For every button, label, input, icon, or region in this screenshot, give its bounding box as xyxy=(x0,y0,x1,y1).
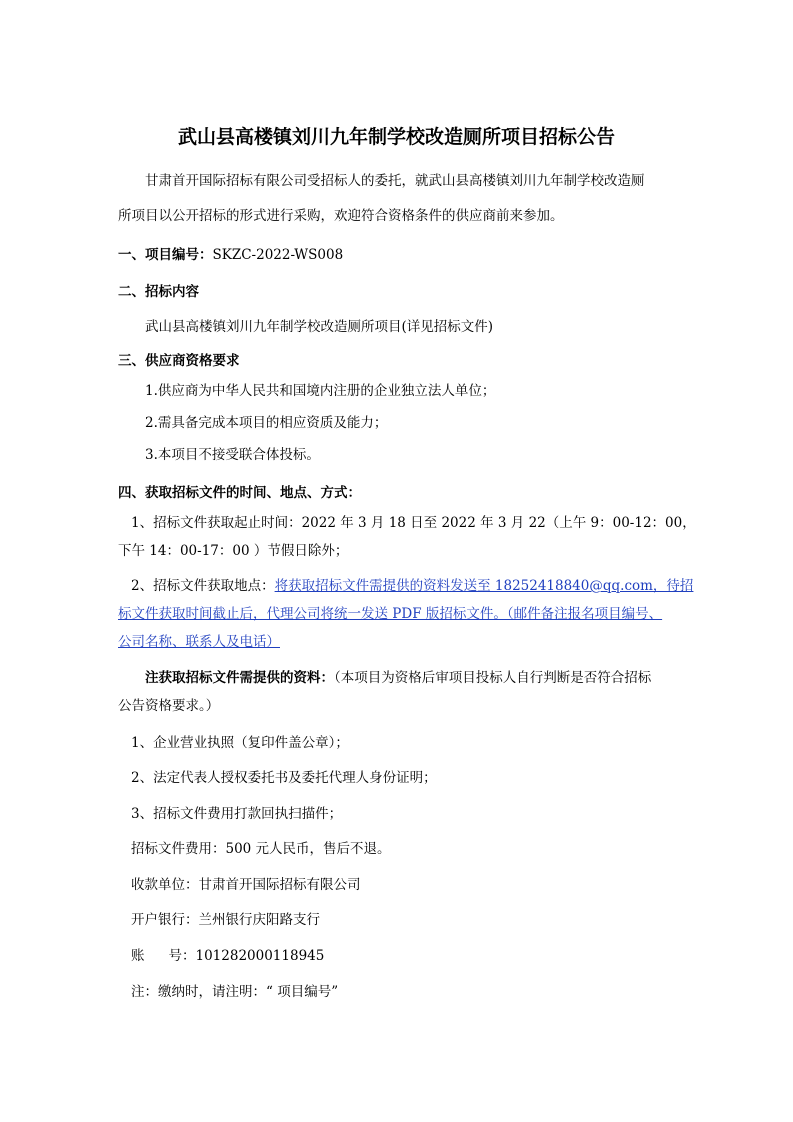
intro-line-1: 甘肃首开国际招标有限公司受招标人的委托，就武山县高楼镇刘川九年制学校改造厕 xyxy=(145,173,645,189)
fee-line: 招标文件费用：500 元人民币，售后不退。 xyxy=(131,841,391,857)
email-instruction-link-line-3[interactable]: 公司名称、联系人及电话） xyxy=(118,634,280,650)
intro-line-2: 所项目以公开招标的形式进行采购，欢迎符合资格条件的供应商前来参加。 xyxy=(118,208,564,224)
qualification-item-3: 3.本项目不接受联合体投标。 xyxy=(145,447,320,463)
account-line xyxy=(131,947,324,965)
account-label-char: 账 xyxy=(131,948,145,964)
note-heading: 注获取招标文件需提供的资料： xyxy=(145,670,334,686)
email-instruction-link[interactable]: 将获取招标文件需提供的资料发送至 18252418840@qq.com，待招 xyxy=(274,578,694,594)
fetch-time-line-1: 1、招标文件获取起止时间：2022 年 3 月 18 日至 2022 年 3 月 22（上午 9：00-12：00， xyxy=(131,515,696,531)
section-2-heading: 二、招标内容 xyxy=(118,284,199,300)
account-number: 101282000118945 xyxy=(195,948,325,964)
email-instruction-link-line-2[interactable]: 标文件获取时间截止后，代理公司将统一发送 PDF 版招标文件。（邮件备注报名项目编号、 xyxy=(118,606,663,622)
note-line-1 xyxy=(145,669,651,687)
account-label: 号： xyxy=(168,948,196,964)
payee-line: 收款单位：甘肃首开国际招标有限公司 xyxy=(131,877,361,893)
section-1-heading: 一、项目编号： xyxy=(118,247,213,263)
fetch-location-label: 2、招标文件获取地点： xyxy=(131,578,275,594)
document-item-1: 1、企业营业执照（复印件盖公章）； xyxy=(131,735,349,751)
document-item-3: 3、招标文件费用打款回执扫描件； xyxy=(131,806,343,822)
section-4-heading: 四、获取招标文件的时间、地点、方式： xyxy=(118,485,361,501)
section-3-heading: 三、供应商资格要求 xyxy=(118,353,240,369)
project-number-value: SKZC-2022-WS008 xyxy=(212,247,344,263)
fetch-location-line-1 xyxy=(131,577,693,595)
section-project-number xyxy=(118,246,343,264)
payment-remark: 注：缴纳时，请注明：“ 项目编号” xyxy=(131,984,339,1000)
bank-line: 开户银行：兰州银行庆阳路支行 xyxy=(131,912,320,928)
qualification-item-2: 2.需具备完成本项目的相应资质及能力； xyxy=(145,415,388,431)
qualification-item-1: 1.供应商为中华人民共和国境内注册的企业独立法人单位； xyxy=(145,383,496,399)
fetch-time-line-2: 下午 14：00-17：00 ）节假日除外； xyxy=(118,543,349,559)
note-line-2: 公告资格要求。） xyxy=(118,698,220,714)
page-title: 武山县高楼镇刘川九年制学校改造厕所项目招标公告 xyxy=(177,126,615,148)
document-item-2: 2、法定代表人授权委托书及委托代理人身份证明； xyxy=(131,770,437,786)
note-text: （本项目为资格后审项目投标人自行判断是否符合招标 xyxy=(334,670,652,686)
section-2-content: 武山县高楼镇刘川九年制学校改造厕所项目(详见招标文件) xyxy=(145,319,494,335)
